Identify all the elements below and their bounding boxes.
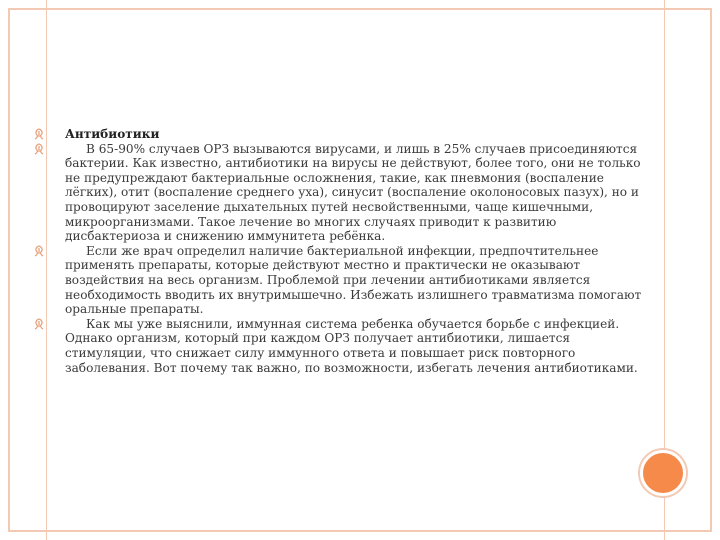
paragraph-text: Если же врач определил наличие бактериальной инфекции, предпочтительнее применять препараты, которые действуют местно и практически не оказывают воздействия на весь организм. Проблемой при лечении антибиотиками является необходимость вводить их внутримышечно. Избежать излишнего травматизма помогают оральные препараты. (65, 243, 642, 317)
paragraph-text: Как мы уже выяснили, иммунная система ребенка обучается борьбе с инфекцией. Однако организм, который при каждом ОРЗ получает антибиотики, лишается стимуляции, что снижает силу иммунного ответа и повышает риск повторного заболевания. Вот почему так важно, по возможности, избегать лечения антибиотиками. (65, 316, 638, 375)
bullet-item-paragraph-3 (34, 317, 646, 375)
orange-circle-decoration (640, 450, 686, 496)
flourish-bullet-icon (34, 318, 44, 330)
flourish-bullet-icon (34, 128, 44, 140)
bullet-item-paragraph-1 (34, 142, 646, 244)
paragraph-text: В 65-90% случаев ОРЗ вызываются вирусами, и лишь в 25% случаев присоединяются бактерии. Как известно, антибиотики на вирусы не действуют, более того, они не только не предупреждают бактериальные осложнения, такие, как пневмония (воспаление лёгких), отит (воспаление среднего уха), синусит (воспаление околоносовых пазух), но и провоцируют заселение дыхательных путей несвойственными, чаще кишечными, микроорганизмами. Такое лечение во многих случаях приводит к развитию дисбактериоза и снижению иммунитета ребёнка. (65, 141, 641, 244)
flourish-bullet-icon (34, 245, 44, 257)
bullet-item-title (34, 127, 646, 142)
bullet-item-paragraph-2 (34, 244, 646, 317)
slide-title: Антибиотики (65, 127, 160, 141)
flourish-bullet-icon (34, 143, 44, 155)
slide-content (34, 127, 646, 375)
